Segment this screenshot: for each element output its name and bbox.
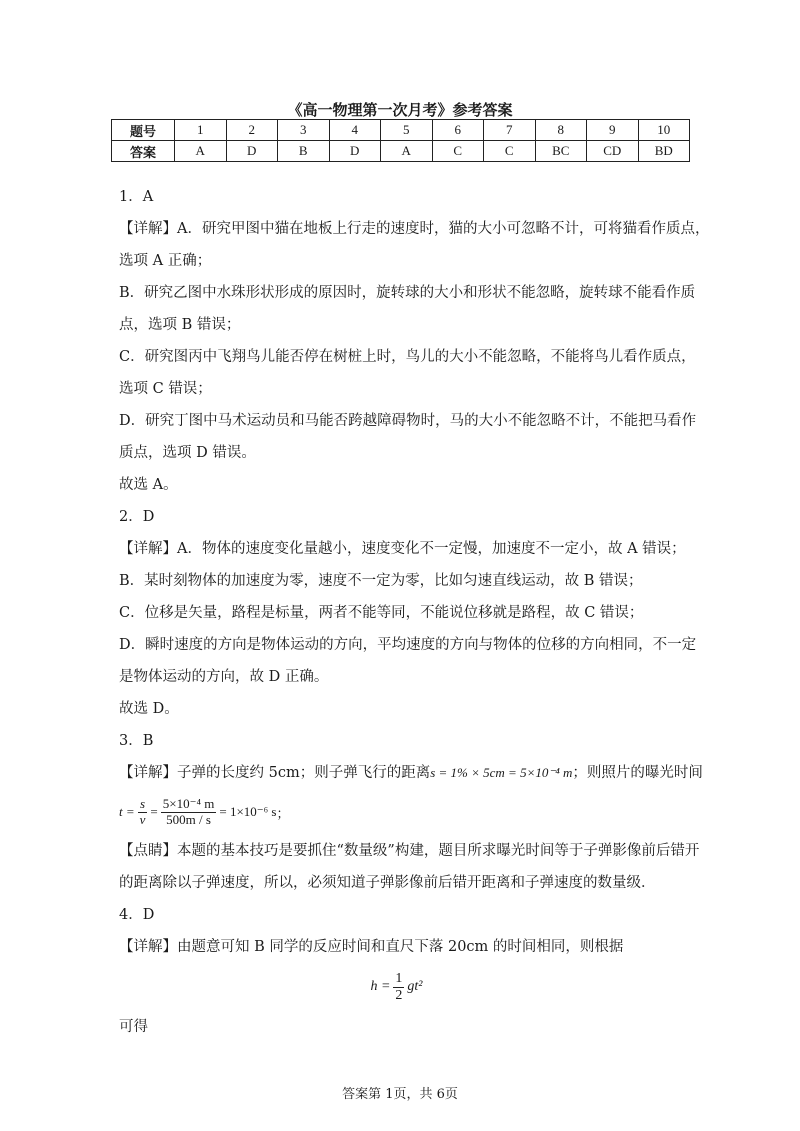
answer-line: 【详解】A．物体的速度变化量越小，速度变化不一定慢，加速度不一定小，故 A 错误； <box>119 541 686 557</box>
table-cell: BD <box>638 141 690 162</box>
page-footer: 答案第 1页，共 6页 <box>342 1087 458 1102</box>
answer-line: 故选 A。 <box>119 477 178 493</box>
answer-line: D．研究丁图中马术运动员和马能否跨越障碍物时，马的大小不能忽略不计，不能把马看作 <box>119 413 697 429</box>
table-cell: D <box>329 141 381 162</box>
question-heading: 1．A <box>119 189 154 205</box>
free-fall-formula <box>119 963 694 1011</box>
answer-line: 质点，选项 D 错误。 <box>119 445 256 461</box>
page-title: 《高一物理第一次月考》参考答案 <box>287 101 513 119</box>
fraction <box>138 797 148 827</box>
fraction <box>161 797 217 827</box>
answer-line: 是物体运动的方向，故 D 正确。 <box>119 669 329 685</box>
table-cell: BC <box>535 141 587 162</box>
note-line: 【点睛】本题的基本技巧是要抓住“数量级”构建，题目所求曝光时间等于子弹影像前后错开 <box>119 843 700 859</box>
table-cell: 4 <box>329 120 381 141</box>
answer-line <box>119 757 703 789</box>
fraction-numerator: 1 <box>395 971 403 987</box>
table-row-numbers <box>112 120 690 141</box>
table-cell: 9 <box>587 120 639 141</box>
fraction-numerator: 5×10⁻⁴ m <box>162 796 215 812</box>
fraction-denominator: v <box>139 811 146 827</box>
answer-line: C．研究图丙中飞翔鸟儿能否停在树桩上时，鸟儿的大小不能忽略，不能将鸟儿看作质点， <box>119 349 696 365</box>
answer-line: 选项 C 错误； <box>119 381 212 397</box>
question-heading: 3．B <box>119 733 154 749</box>
answer-line: D．瞬时速度的方向是物体运动的方向，平均速度的方向与物体的位移的方向相同，不一定 <box>119 637 697 653</box>
table-cell: C <box>432 141 484 162</box>
answer-table <box>111 119 690 162</box>
formula-tail: ； <box>276 805 290 821</box>
table-cell: A <box>175 141 227 162</box>
formula-equals: = <box>150 804 158 819</box>
formula-lhs: h = <box>370 979 391 994</box>
exposure-time-formula <box>119 789 694 835</box>
table-cell: 3 <box>278 120 330 141</box>
answer-line: B．研究乙图中水珠形状形成的原因时，旋转球的大小和形状不能忽略，旋转球不能看作质 <box>119 285 696 301</box>
note-line: 的距离除以子弹速度，所以，必须知道子弹影像前后错开距离和子弹速度的数量级． <box>119 875 656 891</box>
answer-line: 可得 <box>119 1019 148 1035</box>
fraction-denominator: 2 <box>395 987 403 1003</box>
table-cell: 2 <box>226 120 278 141</box>
table-cell: D <box>226 141 278 162</box>
table-cell: CD <box>587 141 639 162</box>
formula-rhs: = 1×10⁻⁶ s <box>219 804 277 819</box>
answer-line: 点，选项 B 错误； <box>119 317 241 333</box>
answer-line: 选项 A 正确； <box>119 253 212 269</box>
table-cell: 5 <box>381 120 433 141</box>
answer-line: 【详解】A．研究甲图中猫在地板上行走的速度时，猫的大小可忽略不计，可将猫看作质点， <box>119 221 710 237</box>
table-cell: A <box>381 141 433 162</box>
question-heading: 2．D <box>119 509 155 525</box>
inline-formula: s = 1% × 5cm = 5×10⁻⁴ m <box>430 765 573 780</box>
table-cell: 10 <box>638 120 690 141</box>
fraction <box>393 971 404 1003</box>
table-cell: 7 <box>484 120 536 141</box>
answer-line: 【详解】由题意可知 B 同学的反应时间和直尺下落 20cm 的时间相同，则根据 <box>119 939 624 955</box>
answer-line: C．位移是矢量，路程是标量，两者不能等同，不能说位移就是路程，故 C 错误； <box>119 605 644 621</box>
table-header-answer: 答案 <box>112 141 175 162</box>
formula-rhs: gt² <box>407 979 423 994</box>
answer-line: B．某时刻物体的加速度为零，速度不一定为零，比如匀速直线运动，故 B 错误； <box>119 573 643 589</box>
table-cell: 6 <box>432 120 484 141</box>
table-cell: B <box>278 141 330 162</box>
fraction-numerator: s <box>140 796 146 812</box>
answer-text: 【详解】子弹的长度约 5cm；则子弹飞行的距离 <box>119 765 431 781</box>
table-cell: C <box>484 141 536 162</box>
answer-body <box>119 181 710 1043</box>
table-header-number: 题号 <box>112 120 175 141</box>
answer-text: ；则照片的曝光时间 <box>572 765 703 781</box>
formula-lhs: t = <box>119 804 135 819</box>
answer-line: 故选 D。 <box>119 701 179 717</box>
table-row-answers <box>112 141 690 162</box>
question-heading: 4．D <box>119 907 155 923</box>
fraction-denominator: 500m / s <box>166 811 211 827</box>
table-cell: 8 <box>535 120 587 141</box>
table-cell: 1 <box>175 120 227 141</box>
